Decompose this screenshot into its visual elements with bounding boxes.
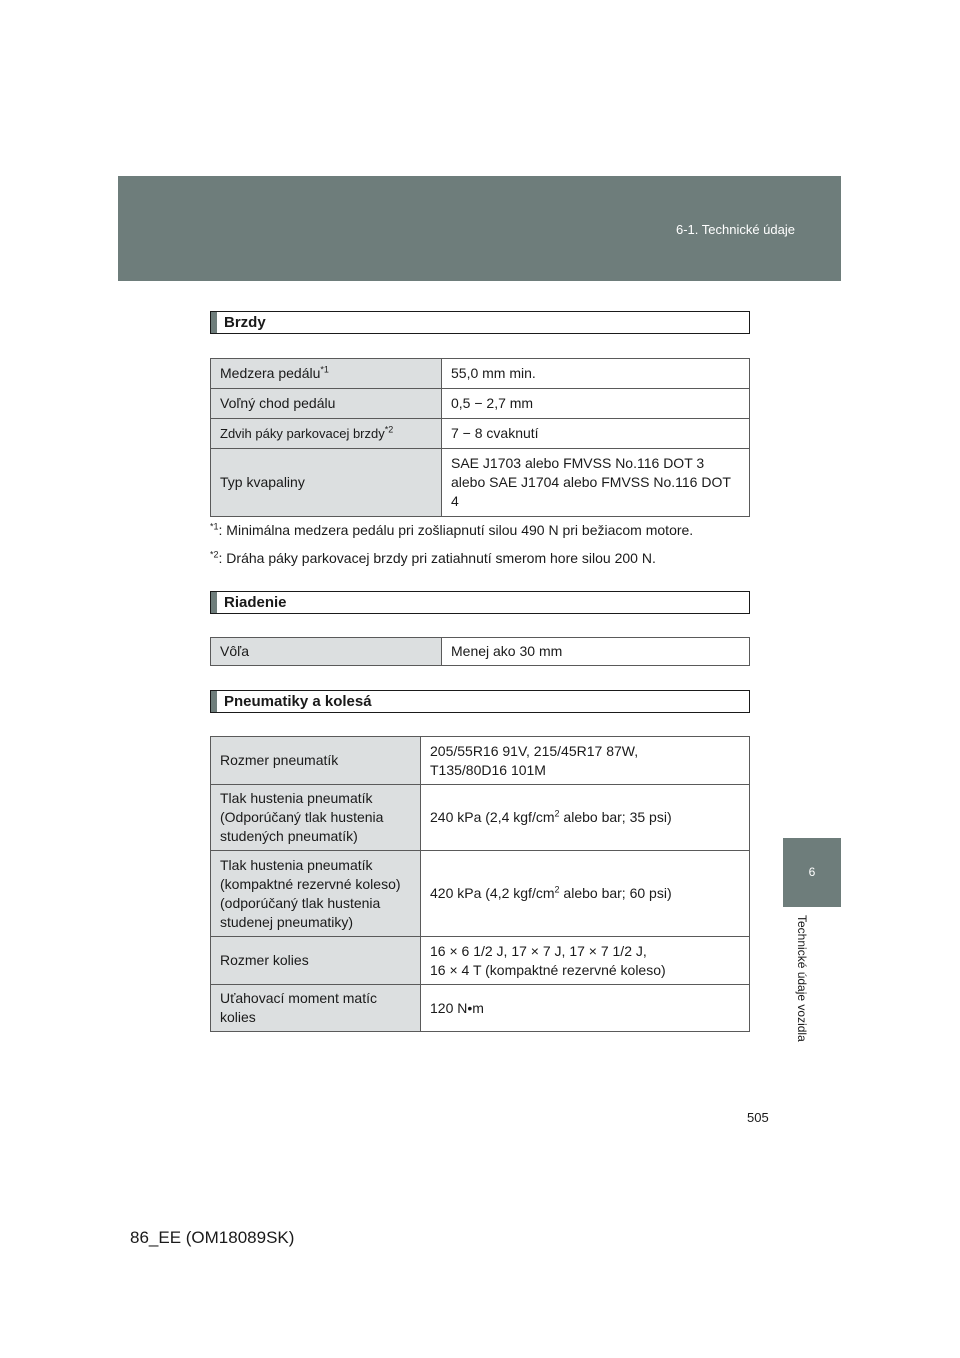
section-title: Brzdy [224, 314, 266, 331]
table-row [211, 449, 750, 517]
spec-value: 0,5 − 2,7 mm [442, 389, 750, 419]
spec-value: 120 N•m [421, 985, 750, 1032]
spec-value: 7 − 8 cvaknutí [442, 419, 750, 449]
section-heading-tires [210, 690, 750, 713]
chapter-tab-number: 6 [783, 838, 841, 907]
steering-table [210, 637, 750, 666]
spec-label: Rozmer kolies [211, 937, 421, 985]
footnote: $^{*2}$: Dráha páky parkovacej brzdy pri zatiahnutí smerom hore silou 200 N. [210, 549, 656, 566]
spec-label: Vôľa [211, 638, 442, 666]
table-row [211, 359, 750, 389]
table-row [211, 937, 750, 985]
table-row [211, 851, 750, 937]
brakes-table [210, 358, 750, 517]
spec-value: 16 × 6 1/2 J, 17 × 7 J, 17 × 7 1/2 J, 16 × 4 T (kompaktné rezervné koleso) [421, 937, 750, 985]
spec-label: Voľný chod pedálu [211, 389, 442, 419]
spec-label: Tlak hustenia pneumatík (kompaktné rezervné koleso) (odporúčaný tlak hustenia studenej pneumatiky) [211, 851, 421, 937]
spec-value: Menej ako 30 mm [442, 638, 750, 666]
spec-label: Medzera pedálu$^{*1}$ [211, 359, 442, 389]
spec-label: Typ kvapaliny [211, 449, 442, 517]
footnote: $^{*1}$: Minimálna medzera pedálu pri zošliapnutí silou 490 N pri bežiacom motore. [210, 521, 694, 538]
table-row [211, 638, 750, 666]
page-number: 505 [747, 1110, 769, 1125]
spec-value: SAE J1703 alebo FMVSS No.116 DOT 3 alebo SAE J1704 alebo FMVSS No.116 DOT 4 [442, 449, 750, 517]
table-row [211, 985, 750, 1032]
spec-value: 420 kPa (4,2 kgf/$cm^2$ alebo bar; 60 psi) [421, 851, 750, 937]
heading-accent-bar [211, 312, 217, 333]
spec-label: Tlak hustenia pneumatík (Odporúčaný tlak hustenia studených pneumatík) [211, 785, 421, 851]
spec-value: 205/55R16 91V, 215/45R17 87W, T135/80D16 101M [421, 737, 750, 785]
document-id: 86_EE (OM18089SK) [130, 1228, 295, 1247]
chapter-tab-label: Technické údaje vozidla [795, 915, 809, 1042]
section-heading-steering [210, 591, 750, 614]
section-heading-brakes [210, 311, 750, 334]
chapter-title: 6-1. Technické údaje [675, 222, 795, 237]
heading-accent-bar [211, 691, 217, 712]
spec-label: Zdvih páky parkovacej brzdy$^{*2}$ [211, 419, 442, 449]
spec-value: 55,0 mm min. [442, 359, 750, 389]
table-row [211, 419, 750, 449]
tires-table [210, 736, 750, 1032]
chapter-header [118, 176, 841, 281]
table-row [211, 785, 750, 851]
section-title: Pneumatiky a kolesá [224, 693, 372, 710]
heading-accent-bar [211, 592, 217, 613]
spec-value: 240 kPa (2,4 kgf/$cm^2$ alebo bar; 35 psi) [421, 785, 750, 851]
table-row [211, 737, 750, 785]
section-title: Riadenie [224, 594, 287, 611]
spec-label: Rozmer pneumatík [211, 737, 421, 785]
spec-label: Uťahovací moment matíc kolies [211, 985, 421, 1032]
table-row [211, 389, 750, 419]
